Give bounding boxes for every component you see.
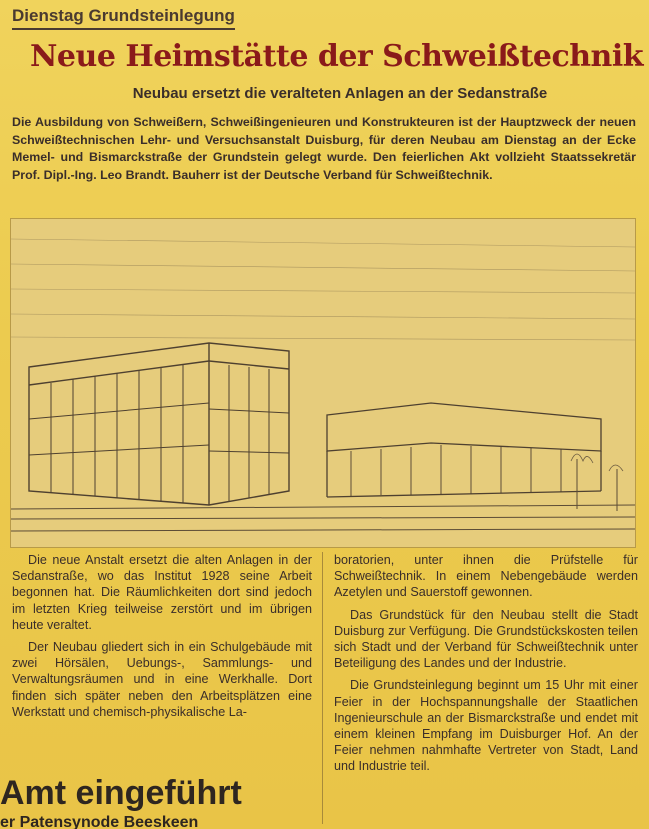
headline: Neue Heimstätte der Schweißtechnik — [30, 39, 644, 74]
lead-paragraph: Die Ausbildung von Schweißern, Schweißingenieuren und Konstrukteuren ist der Hauptzweck der neuen Schweißtechnischen Lehr- und Versuchsanstalt Duisburg, für deren Neubau am Dienstag an der Ecke Memel- und Bismarckstraße der Grundstein gelegt wurde. Den feierlichen Akt vollzieht Staatssekretär Prof. Dipl.-Ing. Leo Brandt. Bauherr ist der Deutsche Verband für Schweißtechnik. — [12, 115, 636, 182]
architectural-sketch — [10, 218, 636, 548]
paragraph: Die neue Anstalt ersetzt die alten Anlagen in der Sedanstraße, wo das Institut 1928 seine Arbeit begonnen hat. Die Räumlichkeiten dort sind jedoch im letzten Krieg teilweise zerstört und im übrigen heute veraltet. — [12, 553, 312, 632]
paragraph: Das Grundstück für den Neubau stellt die Stadt Duisburg zur Verfügung. Die Grundstückskosten teilen sich Stadt und der Verband für Schweißtechnik unter Beteiligung des Landes und der Industrie. — [334, 607, 638, 671]
article-column-right — [334, 552, 638, 781]
paragraph: Der Neubau gliedert sich in ein Schulgebäude mit zwei Hörsälen, Uebungs-, Sammlungs- und Verwaltungsräumen und in eine Werkhalle. Dort finden sich später neben den Arbeitsplätzen eine Werkstatt und chemisch-physikalische La- — [12, 640, 312, 719]
next-article-subline: er Patensynode Beeskeen — [0, 814, 199, 829]
paragraph: Die Grundsteinlegung beginnt um 15 Uhr mit einer Feier in der Hochspannungshalle der Staatlichen Ingenieurschule an der Bismarckstraße und endet mit einem kleinen Empfang im Duisburger Hof. An der Feier nehmen nahmhafte Vertreter von Stadt, Land und Industrie teil. — [334, 678, 638, 774]
paragraph: boratorien, unter ihnen die Prüfstelle für Schweißtechnik. In einem Nebengebäude werden Azetylen und Sauerstoff gewonnen. — [334, 553, 638, 600]
building-drawing — [11, 219, 635, 547]
subheadline: Neubau ersetzt die veralteten Anlagen an der Sedanstraße — [132, 85, 548, 102]
next-article-headline: Amt eingeführt — [0, 774, 242, 812]
column-divider — [322, 552, 323, 824]
article-column-left — [12, 552, 312, 726]
kicker: Dienstag Grundsteinlegung — [12, 6, 235, 30]
